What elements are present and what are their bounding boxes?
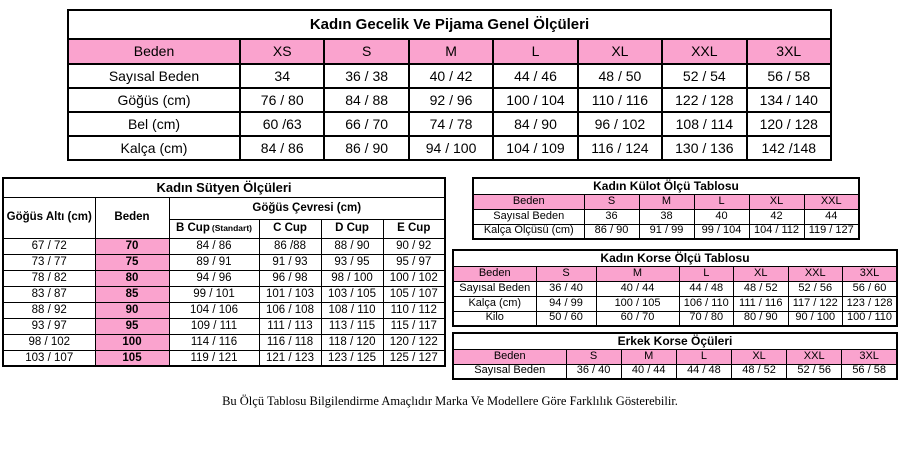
table-cell: 88 / 90 [321, 238, 383, 254]
table-cell: Göğüs (cm) [68, 88, 240, 112]
header-cell: M [596, 266, 679, 281]
erkek-title: Erkek Korse Öçüleri [453, 333, 897, 349]
table-cell: 44 / 48 [676, 364, 731, 379]
table-cell: 36 / 40 [566, 364, 621, 379]
table-row [68, 112, 831, 136]
table-cell: 108 / 114 [662, 112, 746, 136]
table-cell: 96 / 102 [578, 112, 662, 136]
table-cell: 100 / 105 [596, 296, 679, 311]
table-row [3, 318, 445, 334]
table-cell: 75 [95, 254, 169, 270]
header-cell: M [621, 349, 676, 364]
header-cell: M [639, 194, 694, 209]
table-row [3, 302, 445, 318]
table-cell: 119 / 127 [804, 224, 859, 239]
header-cell: XL [578, 39, 662, 64]
table-cell: 106 / 108 [259, 302, 321, 318]
table-cell: 100 / 104 [493, 88, 577, 112]
table-cell: 113 / 115 [321, 318, 383, 334]
table-cell: 106 / 110 [679, 296, 734, 311]
table-cell: 93 / 97 [3, 318, 95, 334]
table-cell: 94 / 96 [169, 270, 259, 286]
table-cell: 104 / 109 [493, 136, 577, 160]
header-cell: Beden [453, 266, 536, 281]
table-cell: 120 / 122 [383, 334, 445, 350]
table-cell: 52 / 56 [788, 281, 843, 296]
table-cell: 109 / 111 [169, 318, 259, 334]
header-cell: M [409, 39, 493, 64]
header-cell: XXL [662, 39, 746, 64]
header-cell: XL [734, 266, 789, 281]
gecelik-header-row [68, 39, 831, 64]
table-row [68, 88, 831, 112]
table-row [453, 281, 897, 296]
table-cell: 119 / 121 [169, 350, 259, 366]
table-cell: 50 / 60 [536, 311, 596, 326]
table-cell: 85 [95, 286, 169, 302]
table-cell: 70 [95, 238, 169, 254]
header-cell: XXL [788, 266, 843, 281]
table-cell: 40 / 42 [409, 64, 493, 88]
header-cell: XL [749, 194, 804, 209]
table-row [473, 224, 859, 239]
table-cell: 66 / 70 [324, 112, 408, 136]
header-cell: L [694, 194, 749, 209]
header-cell: L [493, 39, 577, 64]
table-cell: 76 / 80 [240, 88, 324, 112]
table-cell: 142 /148 [747, 136, 831, 160]
table-cell: Kilo [453, 311, 536, 326]
sutyen-table [2, 177, 446, 367]
table-cell: 120 / 128 [747, 112, 831, 136]
table-cell: 84 / 90 [493, 112, 577, 136]
table-cell: 88 / 92 [3, 302, 95, 318]
table-cell: 74 / 78 [409, 112, 493, 136]
table-cell: 44 / 48 [679, 281, 734, 296]
table-row [453, 311, 897, 326]
header-cell: 3XL [842, 349, 897, 364]
table-row [3, 334, 445, 350]
table-cell: 92 / 96 [409, 88, 493, 112]
header-cell: S [584, 194, 639, 209]
table-cell: Sayısal Beden [473, 209, 584, 224]
sutyen-col-beden: Beden [95, 197, 169, 238]
erkek-korse-table [452, 332, 898, 380]
table-cell: 101 / 103 [259, 286, 321, 302]
cup-b-label: B Cup [176, 222, 210, 235]
table-row [68, 64, 831, 88]
table-cell: 116 / 118 [259, 334, 321, 350]
table-cell: 96 / 98 [259, 270, 321, 286]
table-cell: 110 / 116 [578, 88, 662, 112]
sutyen-col-gogus-alti: Göğüs Altı (cm) [3, 197, 95, 238]
table-cell: 91 / 93 [259, 254, 321, 270]
table-cell: 70 / 80 [679, 311, 734, 326]
header-cell: XXL [804, 194, 859, 209]
table-cell: 123 / 125 [321, 350, 383, 366]
table-cell: Bel (cm) [68, 112, 240, 136]
korse-table [452, 249, 898, 327]
table-cell: 84 / 86 [169, 238, 259, 254]
kulot-table [472, 177, 860, 240]
table-cell: 104 / 106 [169, 302, 259, 318]
sutyen-header-row [3, 197, 445, 219]
table-cell: 91 / 99 [639, 224, 694, 239]
table-cell: 80 / 90 [734, 311, 789, 326]
table-cell: 100 [95, 334, 169, 350]
table-cell: 60 / 70 [596, 311, 679, 326]
table-cell: 90 / 92 [383, 238, 445, 254]
sutyen-col-cup-c: C Cup [259, 219, 321, 238]
header-cell: 3XL [843, 266, 898, 281]
table-cell: 52 / 56 [787, 364, 842, 379]
table-cell: 90 / 100 [788, 311, 843, 326]
header-cell: Beden [473, 194, 584, 209]
table-cell: 56 / 58 [747, 64, 831, 88]
header-cell: 3XL [747, 39, 831, 64]
table-cell: 90 [95, 302, 169, 318]
table-cell: 125 / 127 [383, 350, 445, 366]
sutyen-title-row [3, 178, 445, 197]
korse-title: Kadın Korse Ölçü Tablosu [453, 250, 897, 266]
kulot-header-row [473, 194, 859, 209]
table-cell: 108 / 110 [321, 302, 383, 318]
table-cell: 48 / 52 [734, 281, 789, 296]
table-row [453, 364, 897, 379]
table-cell: 56 / 58 [842, 364, 897, 379]
table-cell: 105 [95, 350, 169, 366]
header-cell: XXL [787, 349, 842, 364]
table-cell: 111 / 116 [734, 296, 789, 311]
sutyen-col-cup-e: E Cup [383, 219, 445, 238]
table-cell: 67 / 72 [3, 238, 95, 254]
table-cell: 114 / 116 [169, 334, 259, 350]
table-cell: 95 [95, 318, 169, 334]
table-cell: 134 / 140 [747, 88, 831, 112]
table-cell: 40 / 44 [621, 364, 676, 379]
table-cell: 60 /63 [240, 112, 324, 136]
table-row [3, 270, 445, 286]
table-cell: 44 [804, 209, 859, 224]
gecelik-title-row [68, 10, 831, 39]
table-cell: 94 / 100 [409, 136, 493, 160]
table-cell: 99 / 101 [169, 286, 259, 302]
table-cell: 118 / 120 [321, 334, 383, 350]
disclaimer-note: Bu Ölçü Tablosu Bilgilendirme Amaçlıdır Marka Ve Modellere Göre Farklılık Gösterebilir. [222, 394, 678, 408]
korse-title-row [453, 250, 897, 266]
table-cell: 36 / 38 [324, 64, 408, 88]
sutyen-title: Kadın Sütyen Ölçüleri [3, 178, 445, 197]
erkek-title-row [453, 333, 897, 349]
table-cell: 110 / 112 [383, 302, 445, 318]
table-cell: 116 / 124 [578, 136, 662, 160]
header-cell: XS [240, 39, 324, 64]
sutyen-col-cup-d: D Cup [321, 219, 383, 238]
table-cell: 84 / 86 [240, 136, 324, 160]
header-cell: S [536, 266, 596, 281]
table-row [68, 136, 831, 160]
table-cell: Kalça Ölçüsü (cm) [473, 224, 584, 239]
gecelik-title: Kadın Gecelik Ve Pijama Genel Ölçüleri [68, 10, 831, 39]
erkek-header-row [453, 349, 897, 364]
header-cell: L [679, 266, 734, 281]
table-cell: Sayısal Beden [453, 281, 536, 296]
table-cell: 115 / 117 [383, 318, 445, 334]
table-cell: 42 [749, 209, 804, 224]
header-cell: S [324, 39, 408, 64]
table-cell: 99 / 104 [694, 224, 749, 239]
cup-b-standart-note: (Standart) [211, 223, 252, 234]
table-cell: 93 / 95 [321, 254, 383, 270]
table-cell: 86 /88 [259, 238, 321, 254]
table-row [3, 238, 445, 254]
table-cell: 78 / 82 [3, 270, 95, 286]
table-cell: 34 [240, 64, 324, 88]
table-cell: 52 / 54 [662, 64, 746, 88]
table-cell: 103 / 107 [3, 350, 95, 366]
header-cell: Beden [453, 349, 566, 364]
table-row [473, 209, 859, 224]
table-cell: 83 / 87 [3, 286, 95, 302]
header-cell: S [566, 349, 621, 364]
sutyen-col-cup-b [169, 219, 259, 238]
sutyen-col-gogus-cevresi: Göğüs Çevresi (cm) [169, 197, 445, 219]
table-row [453, 296, 897, 311]
kulot-title-row [473, 178, 859, 194]
table-cell: 100 / 110 [843, 311, 898, 326]
table-cell: 40 / 44 [596, 281, 679, 296]
header-cell: XL [731, 349, 786, 364]
table-cell: 86 / 90 [324, 136, 408, 160]
table-cell: 98 / 100 [321, 270, 383, 286]
gecelik-pijama-table [67, 9, 832, 161]
table-cell: 36 [584, 209, 639, 224]
table-cell: Sayısal Beden [453, 364, 566, 379]
table-cell: 73 / 77 [3, 254, 95, 270]
kulot-title: Kadın Külot Ölçü Tablosu [473, 178, 859, 194]
table-cell: 80 [95, 270, 169, 286]
table-cell: 56 / 60 [843, 281, 898, 296]
table-row [3, 350, 445, 366]
table-cell: 48 / 52 [731, 364, 786, 379]
table-cell: 121 / 123 [259, 350, 321, 366]
table-cell: 89 / 91 [169, 254, 259, 270]
table-cell: 105 / 107 [383, 286, 445, 302]
table-row [3, 286, 445, 302]
table-cell: Kalça (cm) [453, 296, 536, 311]
table-cell: 94 / 99 [536, 296, 596, 311]
table-cell: 130 / 136 [662, 136, 746, 160]
table-cell: 111 / 113 [259, 318, 321, 334]
header-cell: Beden [68, 39, 240, 64]
table-cell: 36 / 40 [536, 281, 596, 296]
table-cell: Kalça (cm) [68, 136, 240, 160]
table-cell: 40 [694, 209, 749, 224]
table-cell: Sayısal Beden [68, 64, 240, 88]
header-cell: L [676, 349, 731, 364]
table-cell: 98 / 102 [3, 334, 95, 350]
table-cell: 100 / 102 [383, 270, 445, 286]
table-cell: 103 / 105 [321, 286, 383, 302]
table-cell: 117 / 122 [788, 296, 843, 311]
table-row [3, 254, 445, 270]
table-cell: 84 / 88 [324, 88, 408, 112]
table-cell: 86 / 90 [584, 224, 639, 239]
korse-header-row [453, 266, 897, 281]
table-cell: 38 [639, 209, 694, 224]
table-cell: 123 / 128 [843, 296, 898, 311]
table-cell: 48 / 50 [578, 64, 662, 88]
table-cell: 95 / 97 [383, 254, 445, 270]
table-cell: 44 / 46 [493, 64, 577, 88]
table-cell: 122 / 128 [662, 88, 746, 112]
table-cell: 104 / 112 [749, 224, 804, 239]
